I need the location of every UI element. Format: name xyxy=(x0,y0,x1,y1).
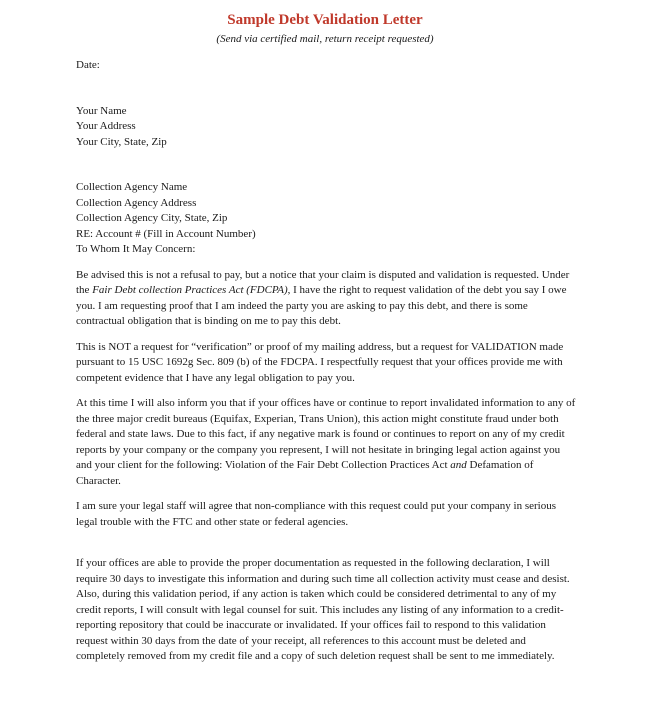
paragraph-credit-a: At this time I will also inform you that if your offices have or continue to report invalidated information to any of the three major credit bureaus (Equifax, Experian, Trans Union), this action might constitute fraud under both federal and state laws. Due to this fact, if any negative mark is found or continues to report on any of my credit reports by your company or the company you represent, I will not hesitate in bringing legal action against you and your client for the following: Violation of the Fair Debt Collection Practices Act xyxy=(76,397,576,471)
fdcpa-italic: Fair Debt collection Practices Act (FDCPA) xyxy=(92,284,288,296)
letter-title: Sample Debt Validation Letter xyxy=(227,12,423,28)
paragraph-dispute xyxy=(76,268,576,330)
recipient-city: Collection Agency City, State, Zip xyxy=(76,212,228,224)
paragraph-dispute-a: Be advised this is not a refusal to pay, but a notice that your claim is disputed and validation is requested. Under the xyxy=(76,268,570,296)
recipient-block xyxy=(76,180,576,227)
paragraph-dispute-b: , I have the right to request validation of the debt you say I owe you. I am requesting proof that I am indeed the party you are asking to pay this debt, and there is some contractual obligation that is binding on me to pay this debt. xyxy=(76,284,567,327)
sender-name: Your Name xyxy=(76,104,127,117)
recipient-name: Collection Agency Name xyxy=(76,181,188,193)
sender-address: Your Address xyxy=(76,120,136,132)
letter-subtitle: (Send via certified mail, return receipt requested) xyxy=(216,33,434,45)
paragraph-credit-b: Defamation of Character. xyxy=(76,459,534,487)
sender-city: Your City, State, Zip xyxy=(76,135,167,148)
paragraph-validation: This is NOT a request for “verification” or proof of my mailing address, but a request for VALIDATION made pursuant to 15 USC 1692g Sec. 809 (b) of the FDCPA. I respectfully request that your offices provide me with competent evidence that I have any legal obligation to pay you. xyxy=(76,340,564,384)
sender-block xyxy=(76,104,576,151)
letter-body xyxy=(76,58,576,665)
paragraph-documentation: If your offices are able to provide the proper documentation as requested in the following declaration, I will require 30 days to investigate this information and during such time all collection activity must cease and desist. Also, during this validation period, if any action is taken which could be considered detrimental to any of my credit reports, I will consult with legal counsel for suit. This includes any listing of any information to a credit-reporting repository that could be inaccurate or invalidated. If your offices fail to respond to this validation request within 30 days from the date of your receipt, all references to this account must be deleted and completely removed from my credit file and a copy of such deletion request shall be sent to me immediately. xyxy=(76,557,570,662)
recipient-address: Collection Agency Address xyxy=(76,196,197,209)
paragraph-legal-staff: I am sure your legal staff will agree that non-compliance with this request could put your company in serious legal trouble with the FTC and other state or federal agencies. xyxy=(76,500,557,528)
paragraph-credit-reporting xyxy=(76,396,576,489)
re-line: RE: Account # (Fill in Account Number) xyxy=(76,227,256,240)
date-line: Date: xyxy=(76,59,100,71)
and-italic: and xyxy=(450,459,467,471)
salutation: To Whom It May Concern: xyxy=(76,243,196,255)
